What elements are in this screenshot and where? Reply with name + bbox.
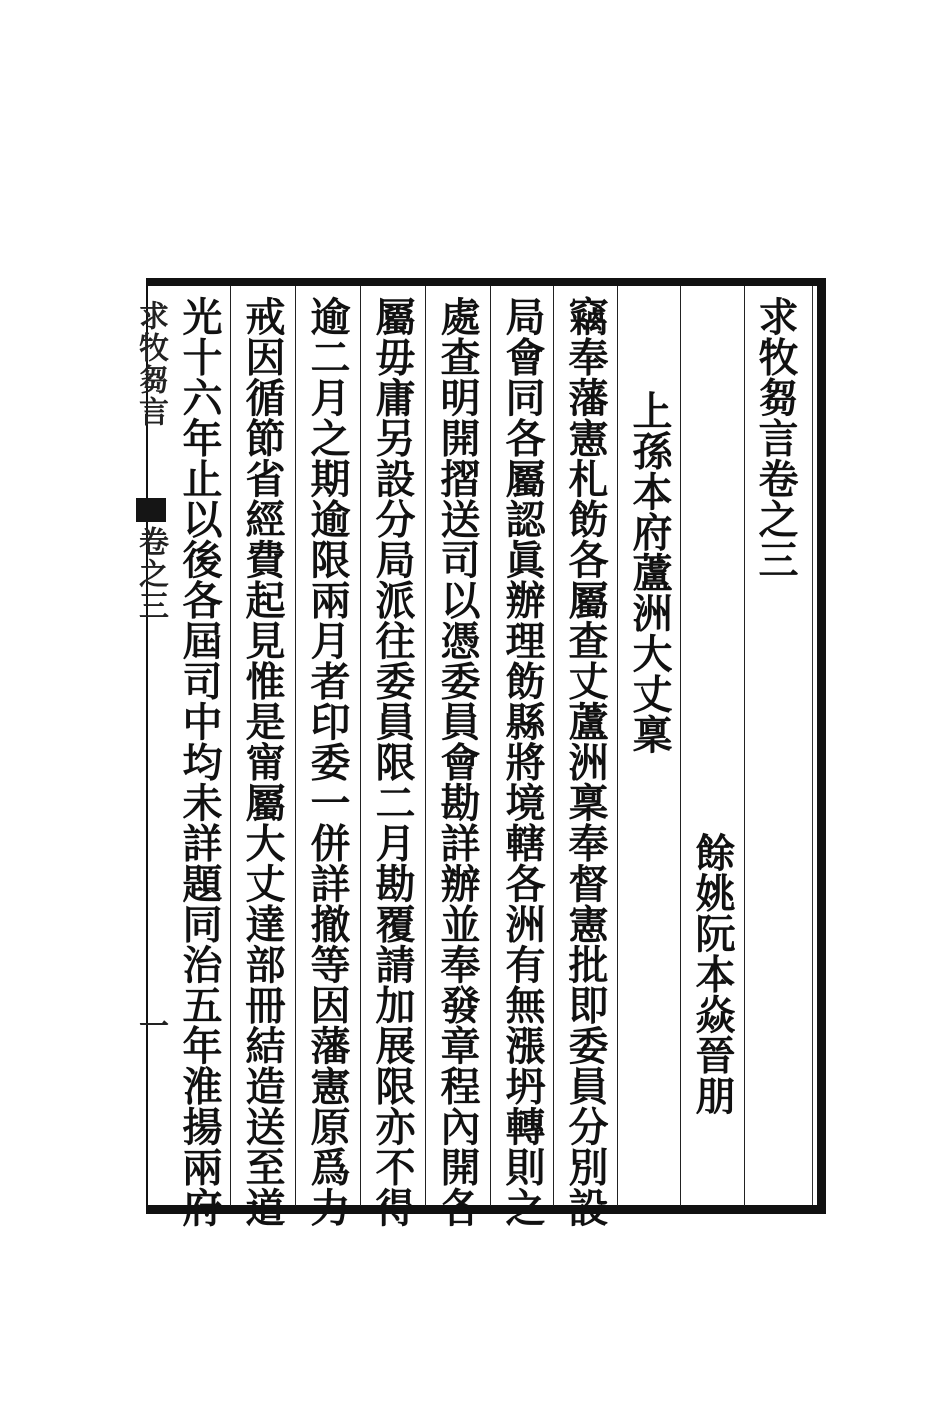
column-text: 光十六年止以後各屆司中均未詳題同治五年淮揚兩府 xyxy=(176,296,223,1228)
fishtail-mark xyxy=(136,498,166,522)
column-rule xyxy=(553,286,554,1206)
banxin-page-number: 一 xyxy=(133,1010,168,1040)
banxin-title: 求牧芻言 xyxy=(133,300,168,428)
column-author: 餘姚阮本焱晉朋 xyxy=(689,832,736,1116)
column-text: 竊奉藩憲札飭各屬查丈蘆洲稟奉督憲批即委員分別設 xyxy=(562,296,609,1228)
column-text: 屬毋庸另設分局派往委員限二月勘覆請加展限亦不得 xyxy=(369,296,416,1228)
column-text: 處查明開摺送司以憑委員會勘詳辦並奉發章程內開各 xyxy=(434,296,481,1228)
column-text: 戒因循節省經費起見惟是甯屬大丈達部冊結造送至道 xyxy=(239,296,286,1228)
column-rule xyxy=(490,286,491,1206)
column-rule xyxy=(230,286,231,1206)
column-rule xyxy=(744,286,745,1206)
column-rule xyxy=(295,286,296,1206)
column-heading: 上孫本府蘆洲大丈稟 xyxy=(626,390,673,755)
banxin-juan: 卷之三 xyxy=(133,526,168,622)
column-title: 求牧芻言卷之三 xyxy=(752,296,799,580)
column-rule xyxy=(425,286,426,1206)
column-rule xyxy=(680,286,681,1206)
column-rule xyxy=(360,286,361,1206)
column-text: 局會同各屬認眞辦理飭縣將境轄各洲有無漲坍轉則之 xyxy=(499,296,546,1228)
column-text: 逾二月之期逾限兩月者印委一併詳撤等因藩憲原爲力 xyxy=(304,296,351,1228)
column-rule xyxy=(617,286,618,1206)
